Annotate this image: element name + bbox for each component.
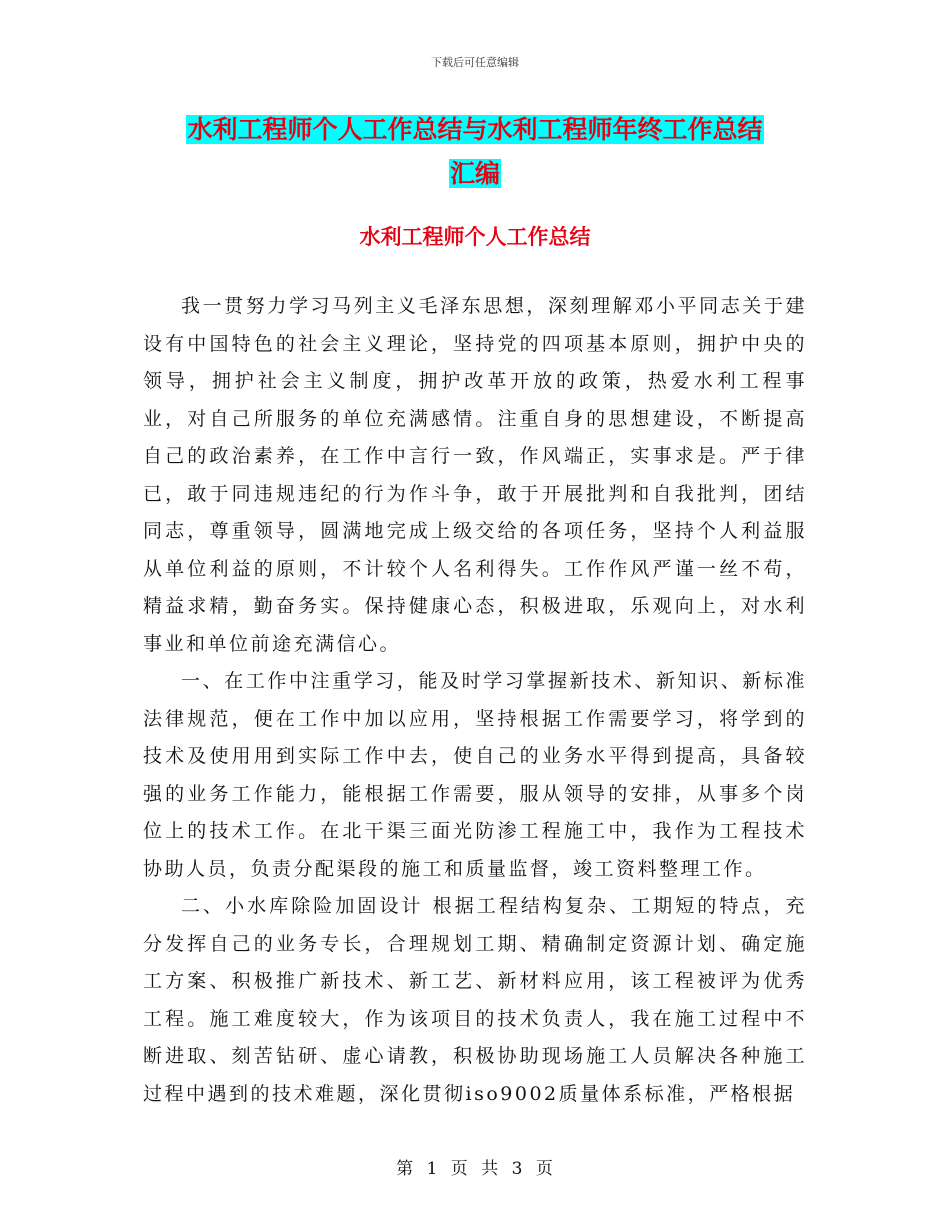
document-title-text-1: 水利工程师个人工作总结与水利工程师年终工作总结 [187, 115, 763, 144]
document-body [143, 288, 807, 1113]
section-title: 水利工程师个人工作总结 [359, 225, 591, 249]
document-title-line-2 [0, 157, 950, 191]
paragraph: 二、小水库除险加固设计 根据工程结构复杂、工期短的特点，充分发挥自己的业务专长，合理规划工期、精确制定资源计划、确定施工方案、积极推广新技术、新工艺、新材料应用，该工程被评为优秀工程。施工难度较大，作为该项目的技术负责人，我在施工过程中不断进取、刻苦钻研、虚心请教，积极协助现场施工人员解决各种施工过程中遇到的技术难题，深化贯彻iso9002质量体系标准，严格根据 [143, 895, 807, 1105]
document-title-line-1 [0, 113, 950, 147]
header-note: 下载后可任意编辑 [431, 56, 519, 69]
paragraph: 一、在工作中注重学习，能及时学习掌握新技术、新知识、新标准法律规范，便在工作中加以应用，坚持根据工作需要学习，将学到的技术及使用用到实际工作中去，使自己的业务水平得到提高，具备较强的业务工作能力，能根据工作需要，服从领导的安排，从事多个岗位上的技术工作。在北干渠三面光防渗工程施工中，我作为工程技术协助人员，负责分配渠段的施工和质量监督，竣工资料整理工作。 [143, 670, 807, 880]
paragraph: 我一贯努力学习马列主义毛泽东思想，深刻理解邓小平同志关于建设有中国特色的社会主义理论，坚持党的四项基本原则，拥护中央的领导，拥护社会主义制度，拥护改革开放的政策，热爱水利工程事业，对自己所服务的单位充满感情。注重自身的思想建设，不断提高自己的政治素养，在工作中言行一致，作风端正，实事求是。严于律已，敢于同违规违纪的行为作斗争，敢于开展批判和自我批判，团结同志，尊重领导，圆满地完成上级交给的各项任务，坚持个人利益服从单位利益的原则，不计较个人名利得失。工作作风严谨一丝不苟，精益求精，勤奋务实。保持健康心态，积极进取，乐观向上，对水利事业和单位前途充满信心。 [143, 295, 807, 655]
document-title-text-2: 汇编 [449, 159, 500, 188]
page-number-footer: 第 1 页 共 3 页 [396, 1159, 554, 1179]
